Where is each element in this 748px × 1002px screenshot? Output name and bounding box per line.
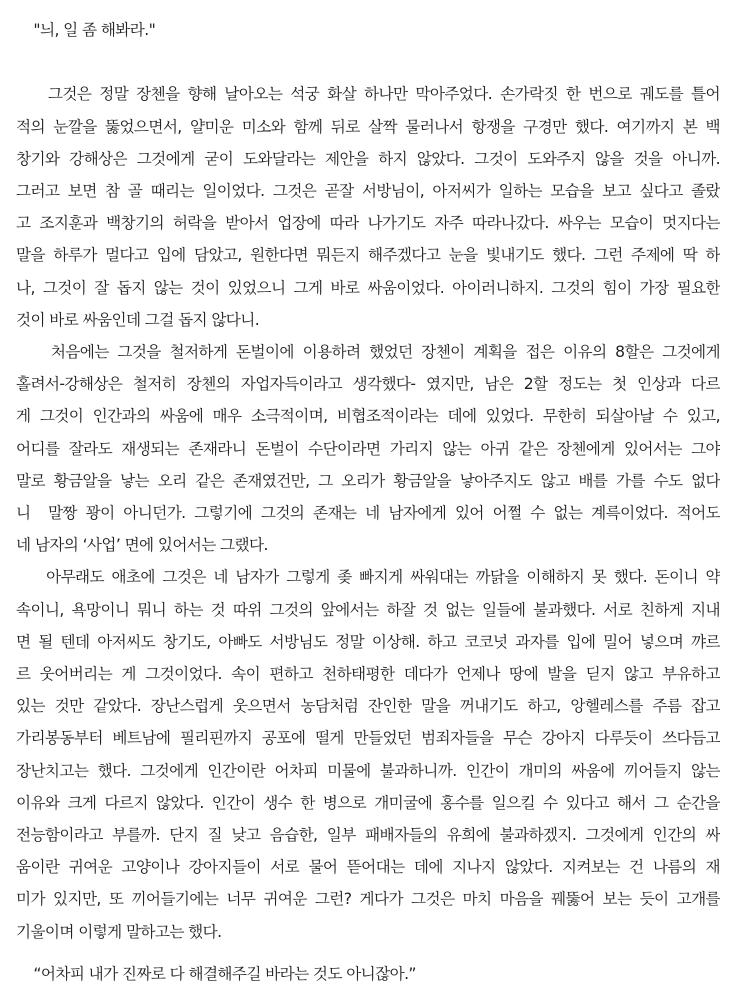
dialogue-line: “어차피 내가 진짜로 다 해결해주길 바라는 것도 아니잖아.” — [16, 965, 416, 983]
paragraph-line: 가리봉동부터 베트남에 필리핀까지 공포에 떨게 만들었던 범죄자들을 무슨 강아지 다루듯이 쓰다듬고 — [16, 729, 720, 747]
paragraph-line: 어디를 잘라도 재생되는 존재라니 돈벌이 수단이라면 가리지 않는 아귀 같은 장첸에게 있어서는 그야 — [16, 440, 720, 458]
paragraph-line: 고 조지훈과 백창기의 허락을 받아서 업장에 따라 나가기도 자주 따라나갔다. 싸우는 모습이 멋지다는 — [16, 214, 720, 232]
paragraph-line: 있는 것만 같았다. 장난스럽게 웃으면서 농담처럼 잔인한 말을 꺼내기도 하고, 앙헬레스를 주름 잡고 — [16, 697, 720, 715]
paragraph-line: 니 말짱 꽝이 아니던가. 그렇기에 그것의 존재는 네 남자에게 있어 어쩔 수 없는 계륵이었다. 적어도 — [16, 504, 720, 522]
paragraph-line: 움이란 귀여운 고양이나 강아지들이 서로 물어 뜯어대는 데에 지나지 않았다. 지켜보는 건 나름의 재 — [16, 858, 720, 876]
dialogue-line: "늬, 일 좀 해봐라." — [16, 21, 156, 39]
paragraph-line: 말로 황금알을 낳는 오리 같은 존재였건만, 그 오리가 황금알을 낳아주지도 않고 배를 가를 수도 없다 — [16, 472, 720, 490]
paragraph-line: 홀려서-강해상은 철저히 장첸의 자업자득이라고 생각했다- 였지만, 남은 2할 정도는 첫 인상과 다르 — [16, 375, 720, 393]
paragraph-line: 게 그것이 인간과의 싸움에 매우 소극적이며, 비협조적이라는 데에 있었다. 무한히 되살아날 수 있고, — [16, 407, 720, 425]
paragraph-line: 기울이며 이렇게 말하고는 했다. — [16, 923, 222, 941]
paragraph-line: 것이 바로 싸움인데 그걸 돕지 않다니. — [16, 311, 260, 329]
paragraph-line: 면 될 텐데 아저씨도 창기도, 아빠도 서방님도 정말 이상해. 하고 코코넛 과자를 입에 밀어 넣으며 꺄르 — [16, 633, 720, 651]
paragraph-line: 그것은 정말 장첸을 향해 날아오는 석궁 화살 하나만 막아주었다. 손가락짓 한 번으로 궤도를 틀어 — [16, 85, 720, 103]
paragraph-line: 전능함이라고 부를까. 단지 질 낮고 음습한, 일부 패배자들의 유희에 불과하겠지. 그것에게 인간의 싸 — [16, 826, 720, 844]
paragraph-line: 처음에는 그것을 철저하게 돈벌이에 이용하려 했었던 장첸이 계획을 접은 이유의 8할은 그것에게 — [16, 343, 720, 361]
paragraph-line: 네 남자의 ‘사업’ 면에 있어서는 그랬다. — [16, 536, 268, 554]
paragraph-line: 아무래도 애초에 그것은 네 남자가 그렇게 좆 빠지게 싸워대는 까닭을 이해하지 못 했다. 돈이니 약 — [16, 568, 720, 586]
paragraph-line: 이유와 크게 다르지 않았다. 인간이 생수 한 병으로 개미굴에 홍수를 일으킬 수 있다고 해서 그 순간을 — [16, 794, 720, 812]
paragraph-line: 적의 눈깔을 뚫었으면서, 얄미운 미소와 함께 뒤로 살짝 물러나서 항쟁을 구경만 했다. 여기까지 본 백 — [16, 118, 720, 136]
paragraph-line: 르 웃어버리는 게 그것이었다. 속이 편하고 천하태평한 데다가 언제나 땅에 발을 딛지 않고 부유하고 — [16, 665, 720, 683]
paragraph-line: 나, 그것이 잘 돕지 않는 것이 있었으니 그게 바로 싸움이었다. 아이러니하지. 그것의 힘이 가장 필요한 — [16, 279, 720, 297]
paragraph-line: 미가 있지만, 또 끼어들기에는 너무 귀여운 그런? 게다가 그것은 마치 마음을 꿰뚫어 보는 듯이 고개를 — [16, 890, 720, 908]
paragraph-line: 말을 하루가 멀다고 입에 담았고, 원한다면 뭐든지 해주겠다고 눈을 빛내기도 했다. 그런 주제에 딱 하 — [16, 246, 720, 264]
paragraph-line: 속이니, 욕망이니 뭐니 하는 것 따위 그것의 앞에서는 하잘 것 없는 일들에 불과했다. 서로 친하게 지내 — [16, 601, 720, 619]
paragraph-line: 창기와 강해상은 그것에게 굳이 도와달라는 제안을 하지 않았다. 그것이 도와주지 않을 것을 아니까. — [16, 150, 720, 168]
paragraph-line: 그러고 보면 참 골 때리는 일이었다. 그것은 곧잘 서방님이, 아저씨가 일하는 모습을 보고 싶다고 졸랐 — [16, 182, 720, 200]
paragraph-line: 장난치고는 했다. 그것에게 인간이란 어차피 미물에 불과하니까. 인간이 개미의 싸움에 끼어들지 않는 — [16, 762, 720, 780]
